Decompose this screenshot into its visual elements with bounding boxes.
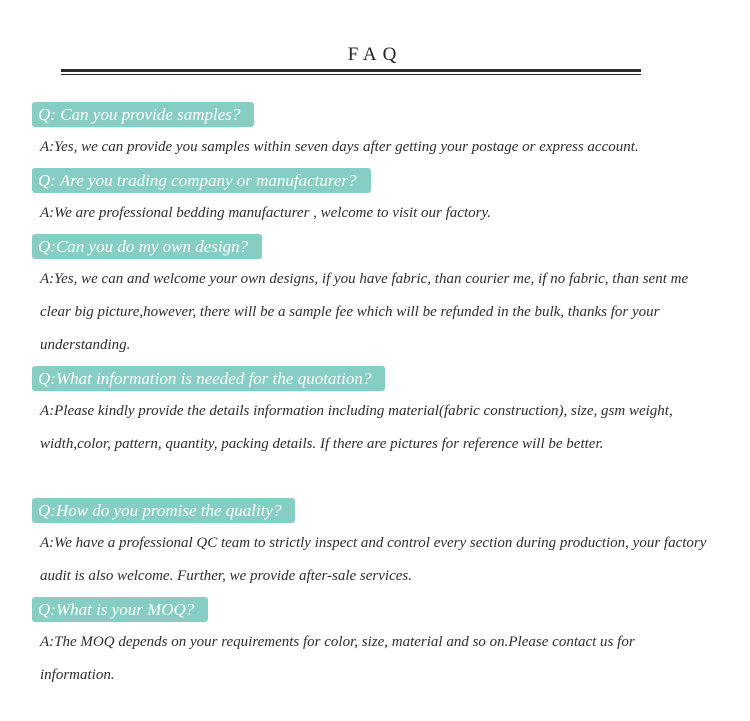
faq-item: [32, 366, 732, 461]
faq-item: [32, 102, 732, 164]
faq-question: Q:What is your MOQ?: [32, 597, 208, 622]
faq-item: [32, 597, 732, 692]
faq-question: Q:Can you do my own design?: [32, 234, 262, 259]
title-divider-thin: [61, 74, 641, 75]
faq-question: Q:How do you promise the quality?: [32, 498, 295, 523]
faq-item: [32, 234, 732, 362]
faq-answer: A:We have a professional QC team to strictly inspect and control every section during production, your factory audit is also welcome. Further, we provide after-sale services.: [40, 535, 707, 584]
faq-answer: A:Please kindly provide the details information including material(fabric construction), size, gsm weight, width,color, pattern, quantity, packing details. If there are pictures for reference will be better.: [40, 403, 673, 452]
faq-item: [32, 498, 732, 593]
faq-item: [32, 168, 732, 230]
faq-question: Q:What information is needed for the quotation?: [32, 366, 385, 391]
faq-answer: A:We are professional bedding manufacturer , welcome to visit our factory.: [40, 205, 492, 221]
faq-answer: A:Yes, we can provide you samples within seven days after getting your postage or express account.: [40, 139, 639, 155]
faq-answer: A:The MOQ depends on your requirements for color, size, material and so on.Please contact us for information.: [40, 634, 635, 683]
faq-question: Q: Are you trading company or manufacturer?: [32, 168, 371, 193]
page-title: FAQ: [347, 44, 403, 65]
faq-answer: A:Yes, we can and welcome your own designs, if you have fabric, than courier me, if no fabric, than sent me clear big picture,however, there will be a sample fee which will be refunded in the bulk, thanks for your understanding.: [40, 271, 689, 353]
title-divider-thick: [61, 69, 641, 72]
faq-question: Q: Can you provide samples?: [32, 102, 254, 127]
